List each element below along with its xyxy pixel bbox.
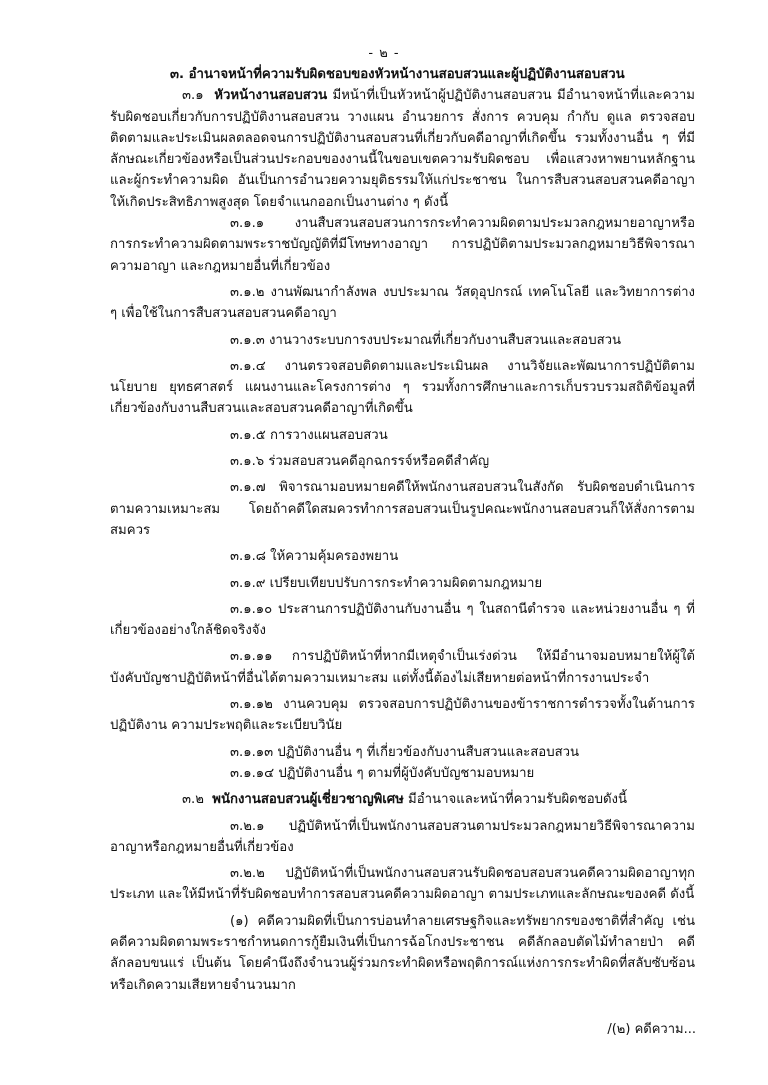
item-3-1-12: ๓.๑.๑๒ งานควบคุม ตรวจสอบการปฏิบัติงานของข้าราชการตำรวจทั้งในด้านการปฏิบัติงาน ความประพฤติและระเบียบวินัย bbox=[110, 697, 695, 734]
item-3-1-2: ๓.๑.๒ งานพัฒนากำลังพล งบประมาณ วัสดุอุปกรณ์ เทคโนโลยี และวิทยาการต่าง ๆ เพื่อใช้ในการสืบสวนสอบสวนคดีอาญา bbox=[110, 284, 695, 322]
item-3-1-6: ๓.๑.๖ ร่วมสอบสวนคดีอุกฉกรรจ์หรือคดีสำคัญ bbox=[230, 454, 490, 470]
item-3-2-1: ๓.๒.๑ ปฏิบัติหน้าที่เป็นพนักงานสอบสวนตามประมวลกฎหมายวิธีพิจารณาความอาญาหรือกฎหมายอื่นที่เกี่ยวข้อง bbox=[110, 818, 695, 855]
section-3-1-paragraph bbox=[110, 85, 695, 213]
item-3-1-8: ๓.๑.๘ ให้ความคุ้มครองพยาน bbox=[230, 549, 399, 565]
item-3-1-14: ๓.๑.๑๔ ปฏิบัติงานอื่น ๆ ตามที่ผู้บังคับบัญชามอบหมาย bbox=[230, 765, 535, 781]
section-3-2-heading: พนักงานสอบสวนผู้เชี่ยวชาญพิเศษ bbox=[212, 792, 404, 808]
item-3-1-13: ๓.๑.๑๓ ปฏิบัติงานอื่น ๆ ที่เกี่ยวข้องกับงานสืบสวนและสอบสวน bbox=[230, 744, 580, 760]
item-3-1-10: ๓.๑.๑๐ ประสานการปฏิบัติงานกับงานอื่น ๆ ในสถานีตำรวจ และหน่วยงานอื่น ๆ ที่เกี่ยวข้องอย่างใกล้ชิดจริงจัง bbox=[110, 601, 695, 639]
document-body bbox=[110, 64, 695, 996]
continuation-marker: /(๒) คดีความ... bbox=[607, 1022, 696, 1037]
item-3-2-2-sub-1: (๑) คดีความผิดที่เป็นการบ่อนทำลายเศรษฐกิจและทรัพยากรของชาติที่สำคัญ เช่น คดีความผิดตามพระราชกำหนดการกู้ยืมเงินที่เป็นการฉ้อโกงประชาชน คดีลักลอบตัดไม้ทำลายป่า คดีลักลอบขนแร่ เป็นต้น โดยคำนึงถึงจำนวนผู้ร่วมกระทำผิดหรือพฤติการณ์แห่งการกระทำผิดที่สลับซับซ้อนหรือเกิดความเสียหายจำนวนมาก bbox=[110, 913, 695, 993]
item-3-1-5: ๓.๑.๕ การวางแผนสอบสวน bbox=[230, 427, 388, 443]
section-3-title: ๓. อำนาจหน้าที่ความรับผิดชอบของหัวหน้างานสอบสวนและผู้ปฏิบัติงานสอบสวน bbox=[170, 67, 625, 82]
item-3-1-7: ๓.๑.๗ พิจารณามอบหมายคดีให้พนักงานสอบสวนในสังกัด รับผิดชอบดำเนินการตามความเหมาะสม โดยถ้าคดีใดสมควรทำการสอบสวนเป็นรูปคณะพนักงานสอบสวนก็ให้สั่งการตามสมควร bbox=[110, 480, 695, 538]
item-3-1-1: ๓.๑.๑ งานสืบสวนสอบสวนการกระทำความผิดตามประมวลกฎหมายอาญาหรือการกระทำความผิดตามพระราชบัญญัติที่มีโทษทางอาญา การปฏิบัติตามประมวลกฎหมายวิธีพิจารณาความอาญา และกฎหมายอื่นที่เกี่ยวข้อง bbox=[110, 216, 695, 274]
section-3-1-text: มีหน้าที่เป็นหัวหน้าผู้ปฏิบัติงานสอบสวน มีอำนาจหน้าที่และความรับผิดชอบเกี่ยวกับการปฏิบัติงานสอบสวน วางแผน อำนวยการ สั่งการ ควบคุม กำกับ ดูแล ตรวจสอบ ติดตามและประเมินผลตลอดจนการปฏิบัติงานสอบสวนที่เกี่ยวกับคดีอาญาที่เกิดขึ้น รวมทั้งงานอื่น ๆ ที่มีลักษณะเกี่ยวข้องหรือเป็นส่วนประกอบของงานนี้ในขอบเขตความรับผิดชอบ เพื่อแสวงหาพยานหลักฐานและผู้กระทำความผิด อันเป็นการอำนวยความยุติธรรมให้แก่ประชาชน ในการสืบสวนสอบสวนคดีอาญาให้เกิดประสิทธิภาพสูงสุด โดยจำแนกออกเป็นงานต่าง ๆ ดังนี้ bbox=[110, 88, 695, 210]
section-3-2-number: ๓.๒ bbox=[182, 792, 204, 808]
item-3-1-9: ๓.๑.๙ เปรียบเทียบปรับการกระทำความผิดตามกฎหมาย bbox=[230, 575, 543, 591]
section-3-2-text: มีอำนาจและหน้าที่ความรับผิดชอบดังนี้ bbox=[403, 792, 628, 808]
item-3-1-3: ๓.๑.๓ งานวางระบบการงบประมาณที่เกี่ยวกับงานสืบสวนและสอบสวน bbox=[230, 332, 622, 348]
item-3-2-2: ๓.๒.๒ ปฏิบัติหน้าที่เป็นพนักงานสอบสวนรับผิดชอบสอบสวนคดีความผิดอาญาทุกประเภท และให้มีหน้าที่รับผิดชอบทำการสอบสวนคดีความผิดอาญา ตามประเภทและลักษณะของคดี ดังนี้ bbox=[110, 866, 695, 903]
page-number: - ๒ - bbox=[368, 46, 400, 61]
section-3-2-paragraph bbox=[110, 789, 695, 810]
section-3-1-heading: หัวหน้างานสอบสวน bbox=[214, 88, 328, 104]
section-3-1-number: ๓.๑ bbox=[182, 88, 204, 104]
item-3-1-11: ๓.๑.๑๑ การปฏิบัติหน้าที่หากมีเหตุจำเป็นเร่งด่วน ให้มีอำนาจมอบหมายให้ผู้ใต้บังคับบัญชาปฏิบัติหน้าที่อื่นได้ตามความเหมาะสม แต่ทั้งนี้ต้องไม่เสียหายต่อหน้าที่การงานประจำ bbox=[110, 649, 695, 686]
item-3-1-4: ๓.๑.๔ งานตรวจสอบติดตามและประเมินผล งานวิจัยและพัฒนาการปฏิบัติตามนโยบาย ยุทธศาสตร์ แผนงานและโครงการต่าง ๆ รวมทั้งการศึกษาและการเก็บรวบรวมสถิติข้อมูลที่เกี่ยวข้องกับงานสืบสวนและสอบสวนคดีอาญาที่เกิดขึ้น bbox=[110, 358, 695, 417]
